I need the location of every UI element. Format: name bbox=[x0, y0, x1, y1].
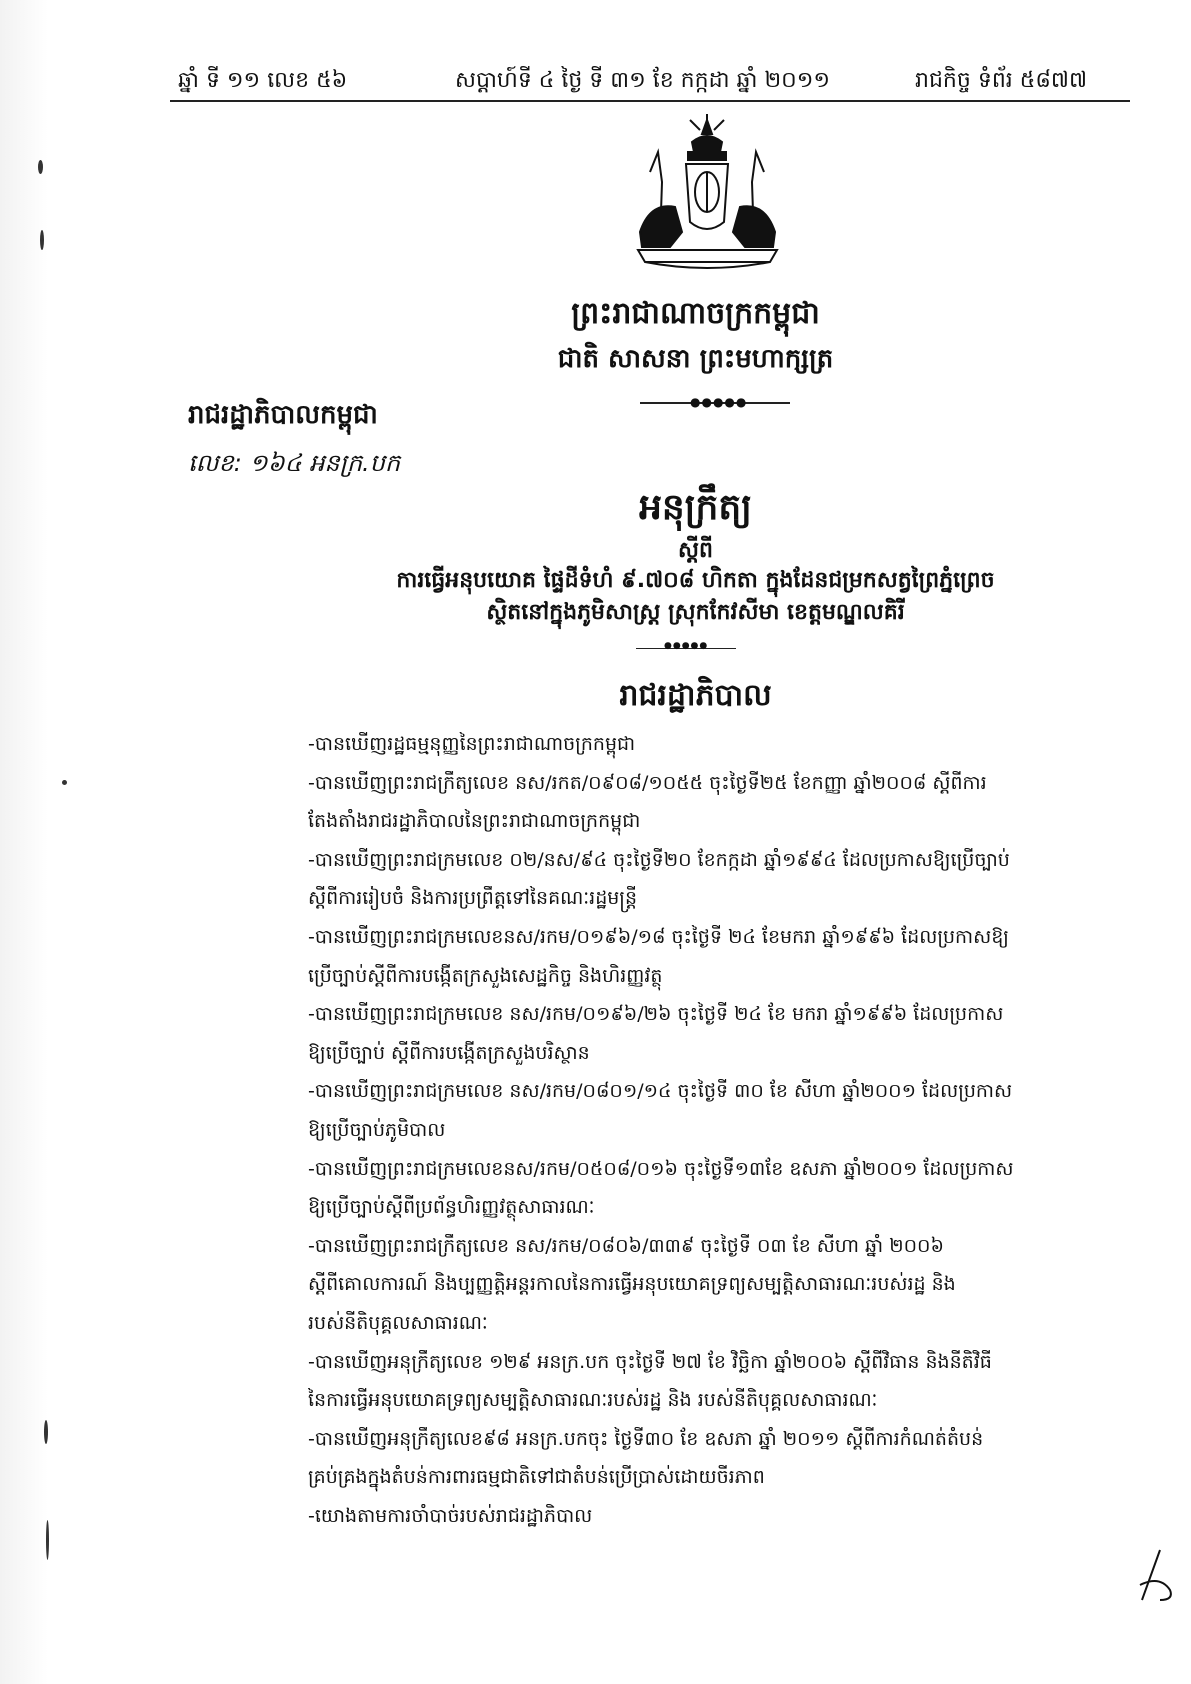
body-line: -បានឃើញអនុក្រឹត្យលេខ ១២៩ អនក្រ.បក ចុះថ្ងៃទី ២៧ ខែ វិច្ឆិកា ឆ្នាំ២០០៦ ស្តីពីវិធាន និងនីតិវិធី bbox=[308, 1351, 992, 1373]
decree-number: លេខ: ១៦៤ អនក្រ.បក bbox=[188, 449, 401, 477]
scan-speck bbox=[62, 780, 67, 785]
issuer-name: រាជរដ្ឋាភិបាលកម្ពុជា bbox=[188, 400, 378, 430]
motto-divider-ornament: ●●●●● bbox=[690, 395, 748, 409]
scan-speck bbox=[38, 160, 43, 174]
body-line: ស្តីពីគោលការណ៍ និងប្បញ្ញត្តិអន្តរកាលនៃការធ្វើអនុបយោគទ្រព្យសម្បត្តិសាធារណៈរបស់រដ្ឋ និង bbox=[308, 1273, 956, 1295]
body-line: -បានឃើញព្រះរាជក្រមលេខ ០២/នស/៩៤ ចុះថ្ងៃទី២០ ខែកក្កដា ឆ្នាំ១៩៩៤ ដែលប្រកាសឱ្យប្រើច្បាប់ bbox=[308, 849, 1010, 871]
body-line: -បានឃើញព្រះរាជក្រមលេខ នស/រកម/០១៩៦/២៦ ចុះថ្ងៃទី ២៤ ខែ មករា ឆ្នាំ១៩៩៦ ដែលប្រកាស bbox=[308, 1003, 1004, 1025]
header-page: រាជកិច្ច ទំព័រ ៥៨៧៧ bbox=[915, 68, 1088, 93]
body-line: នៃការធ្វើអនុបយោគទ្រព្យសម្បត្តិសាធារណៈរបស់រដ្ឋ និង របស់នីតិបុគ្គលសាធារណៈ bbox=[308, 1389, 878, 1411]
body-line: -បានឃើញព្រះរាជក្រឹត្យលេខ នស/រកម/០៨០៦/៣៣៩ ចុះថ្ងៃទី ០៣ ខែ សីហា ឆ្នាំ ២០០៦ bbox=[308, 1235, 944, 1257]
scan-speck bbox=[44, 1420, 48, 1444]
scan-speck bbox=[46, 1520, 49, 1560]
body-line: -បានឃើញរដ្ឋធម្មនុញ្ញនៃព្រះរាជាណាចក្រកម្ពុជា bbox=[308, 733, 636, 755]
body-line: គ្រប់គ្រងក្នុងតំបន់ការពារធម្មជាតិទៅជាតំបន់ប្រើប្រាស់ដោយចីរភាព bbox=[308, 1466, 765, 1488]
document-about: ស្តីពី bbox=[678, 538, 713, 563]
body-line: -បានឃើញអនុក្រឹត្យលេខ៩៨ អនក្រ.បកចុះ ថ្ងៃទី៣០ ខែ ឧសភា ឆ្នាំ ២០១១ ស្តីពីការកំណត់តំបន់ bbox=[308, 1428, 984, 1450]
body-line: ឱ្យប្រើច្បាប់ភូមិបាល bbox=[308, 1119, 446, 1141]
body-line: ឱ្យប្រើច្បាប់ស្តីពីប្រព័ន្ធហិរញ្ញវត្ថុសាធារណៈ bbox=[308, 1196, 595, 1218]
title-divider-ornament: ●●●●● bbox=[664, 641, 709, 651]
header-issue: ឆ្នាំ ទី ១១ លេខ ៥៦ bbox=[178, 68, 348, 93]
document-subject-line-2: ស្ថិតនៅក្នុងភូមិសាស្ត្រ ស្រុកកែវសីមា ខេត្តមណ្ឌលគិរី bbox=[486, 600, 905, 625]
body-line: -បានឃើញព្រះរាជក្រឹត្យលេខ នស/រកត/០៩០៨/១០៥៥ ចុះថ្ងៃទី២៥ ខែកញ្ញា ឆ្នាំ២០០៨ ស្តីពីការ bbox=[308, 772, 987, 794]
document-type: អនុក្រឹត្យ bbox=[639, 487, 752, 528]
header-rule bbox=[170, 100, 1130, 102]
section-title: រាជរដ្ឋាភិបាល bbox=[619, 678, 772, 713]
royal-emblem-icon bbox=[620, 112, 795, 272]
body-line: ស្តីពីការរៀបចំ និងការប្រព្រឹត្តទៅនៃគណៈរដ្ឋមន្ត្រី bbox=[308, 887, 638, 909]
body-line: -បានឃើញព្រះរាជក្រមលេខ នស/រកម/០៨០១/១៤ ចុះថ្ងៃទី ៣០ ខែ សីហា ឆ្នាំ២០០១ ដែលប្រកាស bbox=[308, 1080, 1013, 1102]
kingdom-title: ព្រះរាជាណាចក្រកម្ពុជា bbox=[571, 296, 820, 331]
document-subject-line-1: ការធ្វើអនុបយោគ ផ្ទៃដីទំហំ ៩.៧០៨ ហិកតា ក្នុងដែនជម្រកសត្វព្រៃភ្នំព្រេច bbox=[396, 568, 995, 593]
scan-edge-shadow bbox=[0, 0, 80, 1684]
body-line: របស់នីតិបុគ្គលសាធារណៈ bbox=[308, 1312, 488, 1334]
national-motto: ជាតិ សាសនា ព្រះមហាក្សត្រ bbox=[557, 344, 834, 374]
body-line: ប្រើច្បាប់ស្តីពីការបង្កើតក្រសួងសេដ្ឋកិច្ច និងហិរញ្ញវត្ថុ bbox=[308, 965, 663, 987]
signature-initial-icon bbox=[1130, 1545, 1180, 1605]
body-line: តែងតាំងរាជរដ្ឋាភិបាលនៃព្រះរាជាណាចក្រកម្ពុជា bbox=[308, 810, 641, 832]
scan-speck bbox=[40, 230, 44, 250]
header-date: សប្តាហ៍ទី ៤ ថ្ងៃ ទី ៣១ ខែ កក្កដា ឆ្នាំ ២០១១ bbox=[455, 68, 830, 93]
body-line: ឱ្យប្រើច្បាប់ ស្តីពីការបង្កើតក្រសួងបរិស្ថាន bbox=[308, 1042, 590, 1064]
body-line: -បានឃើញព្រះរាជក្រមលេខនស/រកម/០១៩៦/១៨ ចុះថ្ងៃទី ២៤ ខែមករា ឆ្នាំ១៩៩៦ ដែលប្រកាសឱ្យ bbox=[308, 926, 1009, 948]
body-line: -បានឃើញព្រះរាជក្រមលេខនស/រកម/០៥០៨/០១៦ ចុះថ្ងៃទី១៣ខែ ឧសភា ឆ្នាំ២០០១ ដែលប្រកាស bbox=[308, 1158, 1014, 1180]
body-line: -យោងតាមការចាំបាច់របស់រាជរដ្ឋាភិបាល bbox=[308, 1505, 593, 1527]
